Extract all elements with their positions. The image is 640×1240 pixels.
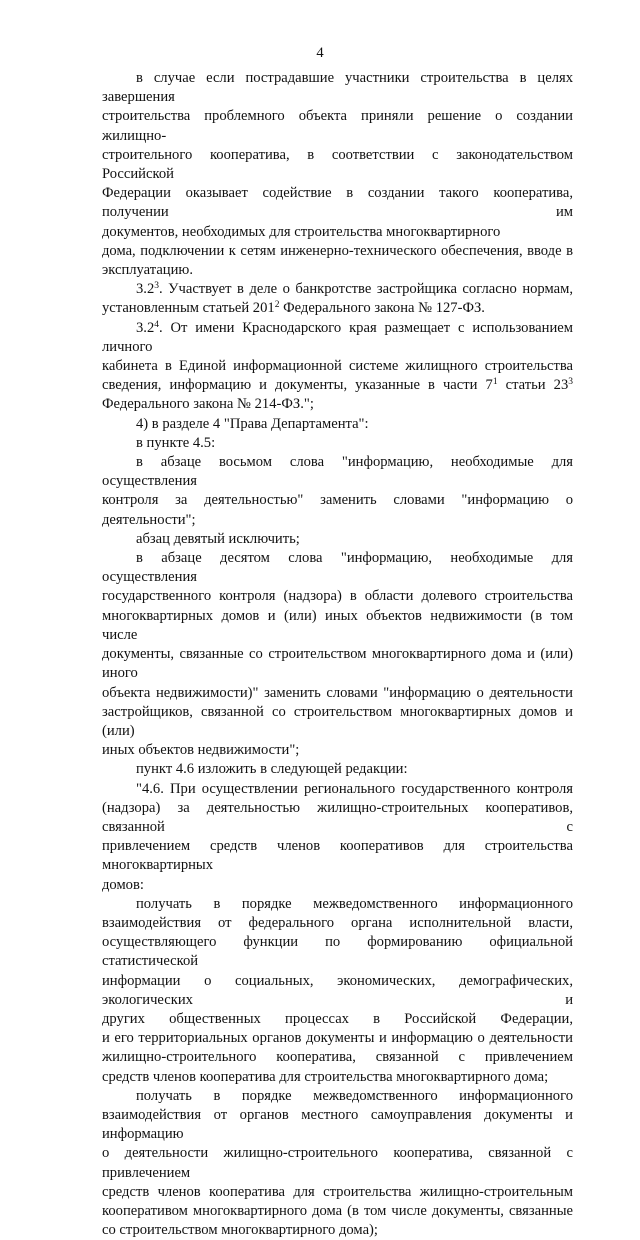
text-line: в случае если пострадавшие участники строительства в целях завершения (102, 70, 573, 106)
page-number: 4 (316, 45, 324, 61)
text-line: $3.2^4$. От имени Краснодарского края размещает с использованием личного (102, 319, 573, 355)
text-line: информации о социальных, экономических, демографических, экологических и (102, 972, 573, 1008)
text-line: средств членов кооператива для строительства жилищно-строительным (102, 1183, 573, 1200)
paragraph (102, 434, 573, 453)
text-line: в абзаце восьмом слова "информацию, необходимые для осуществления (102, 454, 573, 490)
text-line: Федерации оказывает содействие в создании такого кооператива, получении им (102, 185, 573, 221)
text-line: $3.2^3$. Участвует в деле о банкротстве застройщика согласно нормам, (136, 281, 573, 298)
text-line: в абзаце десятом слова "информацию, необходимые для осуществления (102, 550, 573, 586)
paragraph (102, 319, 573, 415)
text-line: кабинета в Единой информационной системе жилищного строительства (102, 358, 573, 375)
text-line: в пункте 4.5: (136, 434, 216, 451)
text-line: объекта недвижимости)" заменить словами "информацию о деятельности (102, 684, 573, 701)
text-line: сведения, информацию и документы, указанные в части $7^1$ статьи $23^3$ (102, 377, 574, 394)
paragraph (102, 242, 573, 280)
text-line: установленным статьей $201^2$ Федерального закона № 127-ФЗ. (102, 300, 485, 317)
text-line: строительного кооператива, в соответствии с законодательством Российской (102, 146, 573, 183)
text-line: и его территориальных органов документы и информацию о деятельности (102, 1030, 573, 1047)
paragraph (102, 1087, 573, 1240)
text-line: строительства проблемного объекта приняли решение о создании жилищно- (102, 108, 573, 144)
paragraph (102, 530, 573, 549)
text-line: иных объектов недвижимости"; (102, 742, 300, 759)
text-line: пункт 4.6 изложить в следующей редакции: (136, 761, 408, 778)
text-line: домов: (102, 876, 144, 893)
text-line: взаимодействия от органов местного самоуправления документы и информацию (102, 1106, 573, 1143)
document-body (102, 69, 573, 1240)
paragraph (102, 453, 573, 530)
text-line: привлечением средств членов кооперативов для строительства многоквартирных (102, 838, 573, 874)
text-line: документы, связанные со строительством многоквартирного дома и (или) иного (102, 646, 573, 682)
text-line: средств членов кооператива для строительства многоквартирного дома; (102, 1068, 549, 1085)
text-line: эксплуатацию. (102, 262, 193, 279)
text-line: осуществляющего функции по формированию официальной статистической (102, 934, 573, 970)
text-line: со строительством многоквартирного дома); (102, 1222, 378, 1239)
paragraph (102, 895, 573, 1087)
text-line: контроля за деятельностью" заменить словами "информацию о деятельности"; (102, 492, 573, 528)
text-line: жилищно-строительного кооператива, связанной с привлечением (102, 1049, 573, 1066)
paragraph (102, 549, 573, 760)
paragraph (102, 780, 573, 895)
text-line: о деятельности жилищно-строительного кооператива, связанной с привлечением (102, 1145, 573, 1181)
text-line: застройщиков, связанной со строительством многоквартирных домов и (или) (102, 703, 573, 739)
text-line: дома, подключении к сетям инженерно-технического обеспечения, вводе в (102, 242, 573, 259)
text-line: документов, необходимых для строительства многоквартирного (102, 223, 501, 240)
paragraph (102, 415, 573, 434)
text-line: многоквартирных домов и (или) иных объектов недвижимости (в том числе (102, 607, 573, 643)
paragraph (102, 280, 573, 318)
text-line: 4) в разделе 4 "Права Департамента": (136, 415, 369, 432)
text-line: получать в порядке межведомственного информационного (136, 895, 573, 912)
text-line: "4.6. При осуществлении регионального государственного контроля (136, 780, 573, 797)
text-line: государственного контроля (надзора) в области долевого строительства (102, 588, 573, 605)
paragraph (102, 760, 573, 779)
text-line: получать в порядке межведомственного информационного (136, 1087, 573, 1104)
text-line: кооперативом многоквартирного дома (в том числе документы, связанные (102, 1202, 573, 1219)
text-line: других общественных процессах в Российской Федерации, (102, 1010, 573, 1027)
paragraph (102, 69, 573, 242)
text-line: взаимодействия от федерального органа исполнительной власти, (102, 914, 573, 931)
text-line: Федерального закона № 214-ФЗ."; (102, 396, 314, 413)
text-line: (надзора) за деятельностью жилищно-строительных кооперативов, связанной с (102, 799, 573, 835)
text-line: абзац девятый исключить; (136, 530, 300, 547)
